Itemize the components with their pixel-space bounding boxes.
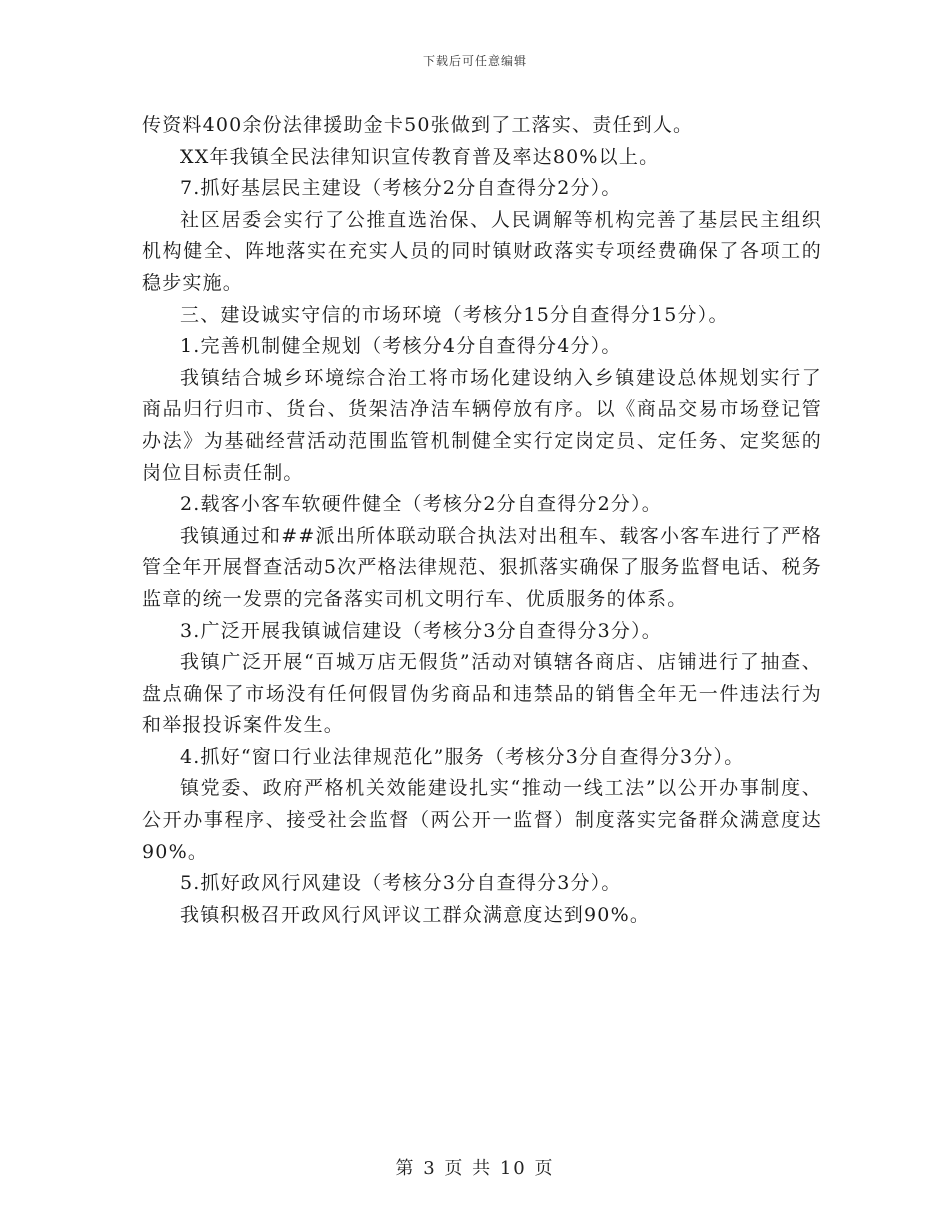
paragraph: 我镇积极召开政风行风评议工群众满意度达到90%。 xyxy=(180,903,651,926)
paragraph-continuation: 传资料400余份法律援助金卡50张做到了工落实、责任到人。 xyxy=(142,114,694,136)
page-number-footer: 第 3 页 共 10 页 xyxy=(395,1158,555,1179)
paragraph: 镇党委、政府严格机关效能建设扎实“推动一线工法”以公开办事制度、公开办事程序、接受社会监督（两公开一监督）制度落实完备群众满意度达90%。 xyxy=(142,777,822,863)
section-heading: 3.广泛开展我镇诚信建设（考核分3分自查得分3分）。 xyxy=(180,619,663,642)
document-body xyxy=(142,110,822,931)
page-header: 下载后可任意编辑 xyxy=(422,54,527,68)
section-heading: 7.抓好基层民主建设（考核分2分自查得分2分）。 xyxy=(180,177,622,200)
paragraph: 我镇结合城乡环境综合治工将市场化建设纳入乡镇建设总体规划实行了商品归行归市、货台、货架洁净洁车辆停放有序。以《商品交易市场登记管办法》为基础经营活动范围监管机制健全实行定岗定员、定任务、定奖惩的岗位目标责任制。 xyxy=(142,366,822,484)
section-heading: 4.抓好“窗口行业法律规范化”服务（考核分3分自查得分3分）。 xyxy=(180,745,745,768)
paragraph: 社区居委会实行了公推直选治保、人民调解等机构完善了基层民主组织机构健全、阵地落实在充实人员的同时镇财政落实专项经费确保了各项工的稳步实施。 xyxy=(142,208,822,294)
paragraph: 我镇通过和##派出所体联动联合执法对出租车、载客小客车进行了严格管全年开展督查活动5次严格法律规范、狠抓落实确保了服务监督电话、税务监章的统一发票的完备落实司机文明行车、优质服务的体系。 xyxy=(142,524,822,610)
paragraph: 我镇广泛开展“百城万店无假货”活动对镇辖各商店、店铺进行了抽查、盘点确保了市场没有任何假冒伪劣商品和违禁品的销售全年无一件违法行为和举报投诉案件发生。 xyxy=(142,651,822,737)
chapter-heading: 三、建设诚实守信的市场环境（考核分15分自查得分15分）。 xyxy=(180,303,729,326)
section-heading: 2.载客小客车软硬件健全（考核分2分自查得分2分）。 xyxy=(180,493,663,516)
section-heading: 1.完善机制健全规划（考核分4分自查得分4分）。 xyxy=(180,335,622,358)
paragraph: XX年我镇全民法律知识宣传教育普及率达80%以上。 xyxy=(180,145,660,168)
section-heading: 5.抓好政风行风建设（考核分3分自查得分3分）。 xyxy=(180,872,622,895)
